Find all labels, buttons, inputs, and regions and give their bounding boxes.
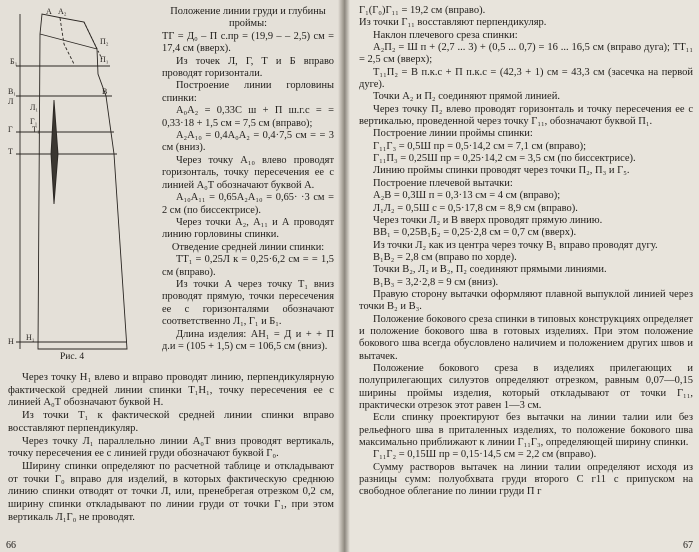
paragraph: Сумму растворов вытачек на линии талии определяют исходя из разницы сумм: полуобхвата груди второго С г11 с припуском на свободное облегание по линии груди П г (359, 461, 693, 498)
paragraph: Через точки А₂, А₁₁ и А проводят линию горловины спинки. (162, 216, 334, 241)
paragraph: А₂В = 0,3Ш п = 0,3·13 см = 4 см (вправо); (373, 190, 561, 202)
paragraph: Г₁(Г₀)Г₁₁ = 19,2 см (вправо). (359, 5, 486, 16)
figure-label: Г (8, 125, 13, 134)
paragraph: ТГ = Д₀ – П с.пр = (19,9 – – 2,5) см = 17,4 см (вверх). (162, 30, 334, 55)
paragraph: Из точки Г₁₁ восставляют перпендикуляр. (359, 17, 547, 29)
paragraph: Положение бокового среза в изделиях прилегающих и полуприлегающих силуэтов определяют отрезком, равным 0,07—0,15 ширины проймы изделия, который откладывают от точки Г₁₁, практически отрезок этот равен 1—3 см. (359, 362, 693, 411)
paragraph: Построение линии горловины спинки: (162, 80, 334, 104)
paragraph: Построение линии проймы спинки: (373, 128, 533, 140)
figure-label: П₁ (100, 55, 109, 64)
paragraph: Из точки Т₁ к фактической средней линии спинки вправо восставляют перпендикуляр. (8, 410, 334, 434)
paragraph: Из точек Л, Г, Т и Б вправо проводят горизонтали. (162, 55, 334, 80)
figure-label: Л (8, 97, 14, 106)
paragraph: Л₁Л₂ = 0,5Ш с = 0,5·17,8 см = 8,9 см (вправо). (373, 202, 578, 214)
paragraph: Длина изделия: АН₁ = Д и + + П д.и = (105 + 1,5) см = 106,5 см (вниз). (162, 328, 334, 352)
paragraph: ТТ₁ = 0,25Л к = 0,25·6,2 см = = 1,5 см (вправо). (162, 254, 334, 278)
figure-label: А (46, 7, 52, 16)
figure-label: Л₁ (30, 103, 39, 112)
figure-label: Б₁ (10, 57, 18, 66)
figure-label: Т (8, 147, 13, 156)
paragraph: Отведение средней линии спинки: (171, 241, 325, 253)
right-page (343, 0, 699, 552)
paragraph: Если спинку проектируют без вытачки на линии талии или без рельефного шва в приталенных изделиях, то положение бокового шва максимально приближают к линии Г₁₁Г₃, определяющей ширину спинки. (359, 412, 693, 449)
paragraph: Точки А₂ и П₂ соединяют прямой линией. (373, 91, 560, 103)
paragraph: Г₁₁П₃ = 0,25Ш пр = 0,25·14,2 см = 3,5 см (по биссектрисе). (373, 153, 636, 165)
left-page (0, 0, 343, 552)
figure-label: Т₁ (32, 125, 40, 134)
paragraph: Линию проймы спинки проводят через точки П₂, П₃ и Г₅. (373, 165, 630, 177)
paragraph: Г₁₁Г₂ = 0,15Ш пр = 0,15·14,5 см = 2,2 см (вправо). (373, 449, 597, 461)
right-text-column (359, 5, 693, 499)
paragraph: Из точки Л₂ как из центра через точку В₁ вправо проводят дугу. (373, 239, 658, 251)
figure-label: Н (8, 337, 14, 346)
paragraph: А₂А₁₀ = 0,4А₀А₂ = 0,4·7,5 см = = 3 см (вниз). (162, 130, 334, 154)
paragraph: А₂П₂ = Ш п + (2,7 ... 3) + (0,5 ... 0,7) = 16 ... 16,5 см (вправо дуга); ТТ₁₁ = 2,5 см (вверх); (359, 42, 693, 66)
figure-label: В (102, 87, 108, 96)
paragraph: Положение линии груди и глубины проймы: (170, 6, 326, 30)
paragraph: Через точку Л₁ параллельно линии А₀Т вниз проводят вертикаль, точку пересечения ее с линией груди обозначают буквой Г₀. (8, 435, 334, 460)
paragraph: В₁В₂ = 2,8 см (вправо по хорде). (373, 251, 517, 263)
paragraph: Точки В₂, Л₂ и В₂, П₂ соединяют прямыми линиями. (373, 264, 607, 276)
paragraph: Положение бокового среза спинки в типовых конструкциях определяет и положение бокового шва в готовых изделиях. При этом положение бокового шва всегда обусловлено наличием и положением других швов и вытачек. (359, 313, 693, 362)
paragraph: Г₁₁Г₃ = 0,5Ш пр = 0,5·14,2 см = 7,1 см (вправо); (373, 140, 586, 152)
paragraph: А₁₀А₁₁ = 0,65А₂А₁₀ = 0,65· ·3 см = 2 см (по биссектрисе). (162, 192, 334, 216)
paragraph: Из точки А через точку Т₁ вниз проводят прямую, точки пересечения ее с горизонталями обозначают соответственно Л₁, Г₁ и Б₁. (162, 278, 334, 328)
left-text-column (162, 6, 334, 353)
paragraph: Правую сторону вытачки оформляют плавной выпуклой линией через точки В₂ и В₃. (359, 288, 693, 313)
paragraph: Через точки Л₂ и В вверх проводят прямую линию. (373, 214, 603, 226)
paragraph: Через точку П₂ влево проводят горизонталь и точку пересечения ее с вертикалью, проведенной через точку Г₁₁, обозначают буквой П₁. (359, 103, 693, 128)
paragraph: Через точку А₁₀ влево проводят горизонталь, точку пересечения ее с линией А₀Т обозначают буквой А. (162, 154, 334, 191)
figure-label: А₂ (58, 7, 67, 16)
paragraph: Т₁₁П₂ = В п.к.с + П п.к.с = (42,3 + 1) см = 43,3 см (засечка на первой дуге). (359, 66, 693, 91)
book-spine (338, 0, 350, 552)
paragraph: Наклон плечевого среза спинки: (373, 29, 518, 41)
figure-label: Г₁ (30, 117, 38, 126)
paragraph: А₀А₂ = 0,33С ш + П ш.г.с = = 0,33·18 + 1,5 см = 7,5 см (вправо); (162, 105, 334, 129)
paragraph: ВВ₁ = 0,25В₁Б₂ = 0,25·2,8 см = 0,7 см (вверх). (373, 227, 577, 239)
page-number: 67 (683, 540, 693, 551)
left-bottom-text (8, 372, 334, 524)
paragraph: Ширину спинки определяют по расчетной таблице и откладывают от точки Г₀ вправо для изделий, в которых фактическую среднюю линию спинки отводят от точки Л, или, пренебрегая отрезком 0,2 см, ширину спинки откладывают по линии груди от точки Г₁, при этом вертикаль Л₁Г₀ не проводят. (8, 460, 334, 523)
paragraph: Построение плечевой вытачки: (373, 177, 513, 189)
paragraph: Через точку Н₁ влево и вправо проводят линию, перпендикулярную фактической средней линии спинки Т₁Н₁, точку пересечения ее с линией А₀Т обозначают буквой Н. (8, 372, 334, 409)
page-number: 66 (6, 540, 16, 551)
figure-label: П₂ (100, 37, 109, 46)
figure-label: Н₁ (26, 333, 35, 342)
paragraph: В₁В₃ = 3,2·2,8 = 9 см (вниз). (373, 276, 499, 288)
figure-caption: Рис. 4 (60, 352, 85, 362)
figure-label: В₁ (8, 87, 17, 96)
pattern-drawing (2, 4, 158, 356)
